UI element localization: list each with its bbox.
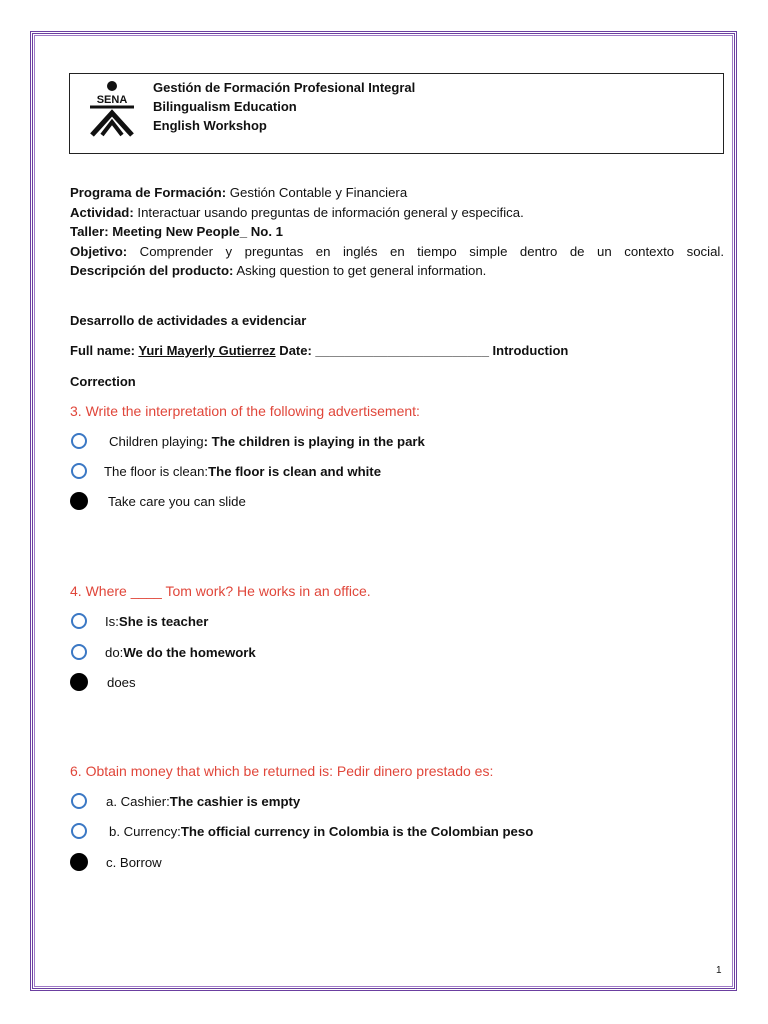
header-titles [153, 78, 415, 135]
actividad-line [70, 203, 724, 223]
page-number: 1 [716, 965, 722, 976]
sena-logo [84, 80, 140, 138]
descripcion-label: Descripción del producto: [70, 263, 234, 279]
q4-option-1-label: Is: [105, 613, 119, 629]
q6-option-1-answer: The cashier is empty [169, 793, 301, 809]
q3-option-1[interactable] [71, 433, 425, 449]
q3-option-1-label: Children playing [109, 433, 204, 449]
q4-option-3[interactable] [70, 673, 136, 691]
question-4: 4. Where ____ Tom work? He works in an office. [70, 583, 371, 599]
header-line-2: Bilingualism Education [153, 99, 297, 114]
header-line-1: Gestión de Formación Profesional Integral [153, 80, 416, 95]
question-6: 6. Obtain money that which be returned is: Pedir dinero prestado es: [70, 763, 494, 779]
question-3: 3. Write the interpretation of the following advertisement: [70, 403, 420, 419]
radio-checked-icon[interactable] [70, 853, 88, 871]
radio-unchecked-icon[interactable] [71, 644, 87, 660]
q4-option-2-label: do: [105, 644, 124, 660]
q4-option-1-answer: She is teacher [118, 613, 209, 629]
desarrollo-heading: Desarrollo de actividades a evidenciar [70, 313, 307, 328]
objetivo-value: Comprender y preguntas en inglés en tiempo simple dentro de un contexto social. [127, 243, 724, 259]
descripcion-line [70, 261, 724, 281]
radio-unchecked-icon[interactable] [71, 613, 87, 629]
taller-line [70, 222, 724, 242]
q3-option-2-answer: The floor is clean and white [208, 463, 382, 479]
q3-option-3-label: Take care you can slide [108, 493, 246, 509]
correction-heading: Correction [70, 374, 136, 389]
q3-option-2[interactable] [71, 463, 381, 479]
q6-option-2-answer: The official currency in Colombia is the Colombian peso [180, 823, 534, 839]
programa-value: Gestión Contable y Financiera [226, 185, 408, 200]
header-line-3: English Workshop [153, 118, 267, 133]
q4-option-2-answer: We do the homework [123, 644, 256, 660]
q6-option-3[interactable] [70, 853, 162, 871]
fullname-line [70, 343, 568, 358]
q3-option-2-label: The floor is clean: [104, 463, 209, 479]
objetivo-line [70, 242, 724, 262]
date-field: Date: ________________________ Introduction [275, 343, 569, 358]
q6-option-1[interactable] [71, 793, 300, 809]
programa-line [70, 183, 724, 203]
radio-unchecked-icon[interactable] [71, 823, 87, 839]
q6-option-3-label: c. Borrow [106, 854, 162, 870]
q3-option-1-answer: : The children is playing in the park [203, 433, 425, 449]
q3-option-3[interactable] [70, 492, 246, 510]
radio-unchecked-icon[interactable] [71, 793, 87, 809]
radio-checked-icon[interactable] [70, 492, 88, 510]
q6-option-1-label: a. Cashier: [106, 793, 170, 809]
actividad-label: Actividad: [70, 204, 134, 220]
radio-checked-icon[interactable] [70, 673, 88, 691]
fullname-value: Yuri Mayerly Gutierrez [138, 343, 276, 358]
logo-text: SENA [96, 94, 128, 106]
descripcion-value: Asking question to get general information. [233, 263, 487, 279]
info-block [70, 183, 724, 281]
programa-label: Programa de Formación: [70, 185, 227, 200]
page-border-inner [34, 35, 733, 987]
q6-option-2[interactable] [71, 823, 533, 839]
q4-option-3-label: does [107, 674, 136, 690]
actividad-value: Interactuar usando preguntas de información general y especifica. [133, 204, 524, 220]
q6-option-2-label: b. Currency: [109, 823, 181, 839]
radio-unchecked-icon[interactable] [71, 463, 87, 479]
radio-unchecked-icon[interactable] [71, 433, 87, 449]
objetivo-label: Objetivo: [70, 243, 128, 259]
q4-option-1[interactable] [71, 613, 208, 629]
fullname-label: Full name: [70, 343, 136, 358]
taller-label: Taller: Meeting New People_ No. 1 [70, 224, 284, 240]
q4-option-2[interactable] [71, 644, 256, 660]
